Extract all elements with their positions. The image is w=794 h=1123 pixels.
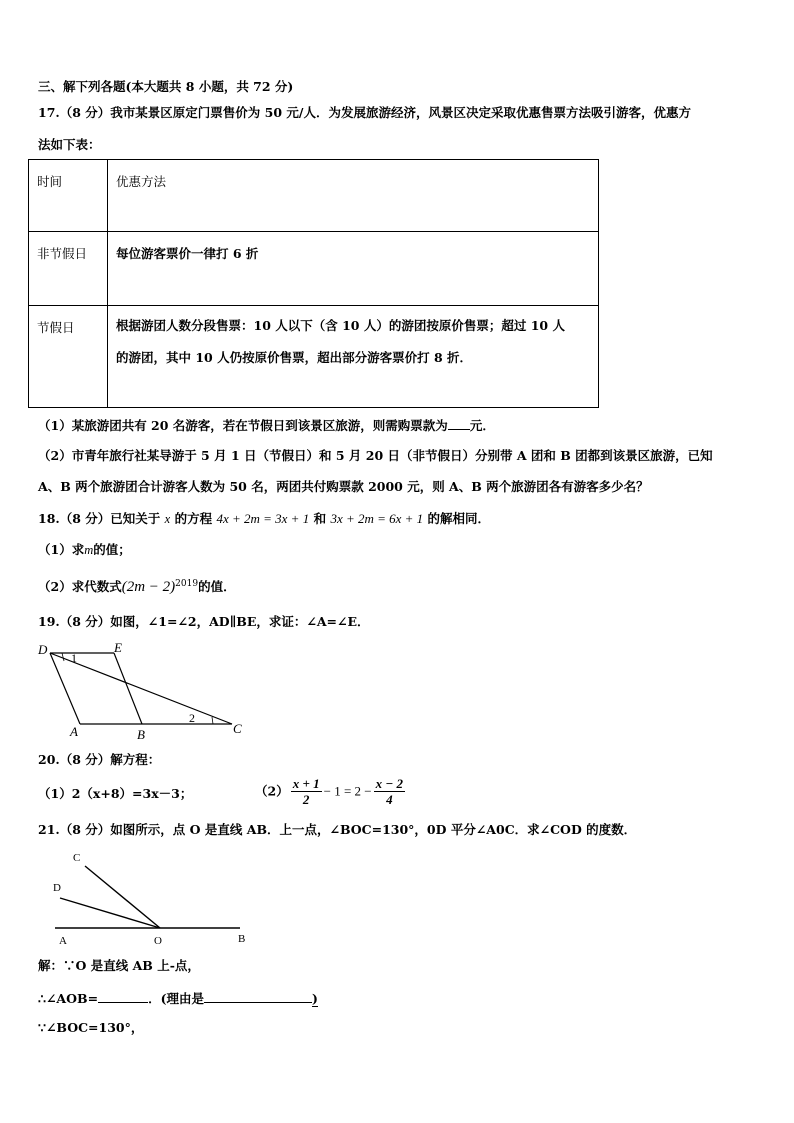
table-cell-weekday: 非节假日 xyxy=(29,232,108,306)
q18-equation2: 3x + 2m = 6x + 1 xyxy=(330,511,424,526)
q21-solution-line2 xyxy=(38,990,318,1007)
label-A: A xyxy=(70,724,78,739)
label-D: D xyxy=(38,642,48,657)
q18-prefix: 18.（8 分）已知关于 xyxy=(38,511,161,526)
label-E: E xyxy=(114,640,122,655)
fraction-1-denominator: 2 xyxy=(302,792,310,807)
q21-reason-label: ．(理由是 xyxy=(148,991,204,1006)
q18-mid2: 和 xyxy=(313,511,327,526)
holiday-method-line2: 的游团，其中 10 人仍按原价售票，超出部分游客票价打 8 折． xyxy=(116,350,473,365)
q17-stem-line1: 17.（8 分）我市某景区原定门票售价为 50 元/人．为发展旅游经济，风景区决定采取优惠售票方法吸引游客，优惠方 xyxy=(38,105,691,120)
q21-reason-close: ) xyxy=(311,991,318,1006)
q17-part1-text: （1）某旅游团共有 20 名游客，若在节假日到该景区旅游，则需购票款为 xyxy=(38,418,448,433)
q18-part1-prefix: （1）求 xyxy=(38,542,85,557)
q18-equation1: 4x + 2m = 3x + 1 xyxy=(216,511,310,526)
q18-suffix: 的解相同． xyxy=(427,511,491,526)
q20-stem: 20.（8 分）解方程： xyxy=(38,752,161,767)
q17-part1-unit: 元． xyxy=(469,418,495,433)
label-A: A xyxy=(59,935,67,947)
q17-part2-line1: （2）市青年旅行社某导游于 5 月 1 日（节假日）和 5 月 20 日（非节假日）分别带 A 团和 B 团都到该景区旅游，已知 xyxy=(38,448,713,463)
q18-part1-suffix: 的值； xyxy=(93,542,131,557)
q21-solution-prefix: ∴∠AOB= xyxy=(38,991,99,1006)
fraction-2 xyxy=(374,776,405,807)
q19-stem: 19.（8 分）如图，∠1=∠2，AD∥BE，求证：∠A=∠E． xyxy=(38,614,370,629)
table-cell-method-header: 优惠方法 xyxy=(108,160,599,232)
q18-var-x: x xyxy=(164,512,171,526)
q18-var-m: m xyxy=(84,543,94,557)
q21-solution-line1: 解：∵O 是直线 AB 上-点， xyxy=(38,958,200,973)
q20-part2-label: （2） xyxy=(255,783,289,799)
label-B: B xyxy=(137,727,145,742)
q17-part2-line2: A、B 两个旅游团合计游客人数为 50 名，两团共付购票款 2000 元，则 A、B 两个旅游团各有游客多少名？ xyxy=(38,479,649,494)
q18-expression-base: (2m − 2) xyxy=(121,579,176,596)
angle-2-label: 2 xyxy=(189,711,195,725)
segment-EB xyxy=(114,653,142,724)
angle-1-label: 1 xyxy=(71,651,77,665)
table-cell-weekday-method: 每位游客票价一律打 6 折 xyxy=(108,232,599,306)
segment-DC xyxy=(50,653,232,724)
angle-2-mark xyxy=(212,717,213,724)
fraction-1 xyxy=(291,776,322,807)
label-C: C xyxy=(73,852,81,864)
section-title: 三、解下列各题(本大题共 8 小题，共 72 分) xyxy=(38,79,294,94)
q18-part2-suffix: 的值． xyxy=(198,579,236,595)
label-D: D xyxy=(53,882,61,894)
label-C: C xyxy=(233,721,242,736)
holiday-method-line1: 根据游团人数分段售票：10 人以下（含 10 人）的游团按原价售票；超过 10 人 xyxy=(116,318,565,333)
fraction-1-numerator: x + 1 xyxy=(292,776,320,791)
answer-blank[interactable] xyxy=(98,990,148,1003)
reason-blank[interactable] xyxy=(204,990,312,1003)
q20-part1: （1）2（x+8）=3x－3； xyxy=(38,786,193,801)
label-O: O xyxy=(154,935,162,947)
fraction-2-denominator: 4 xyxy=(386,792,393,807)
q21-stem: 21.（8 分）如图所示，点 O 是直线 AB．上一点，∠BOC=130°，0D 平分∠A0C．求∠COD 的度数． xyxy=(38,822,637,837)
q21-solution-line3: ∵∠BOC=130°， xyxy=(38,1020,144,1035)
label-B: B xyxy=(238,933,246,945)
q18-mid1: 的方程 xyxy=(174,511,213,526)
q18-expression-exponent: 2019 xyxy=(175,579,199,589)
q20-part2 xyxy=(255,776,407,807)
q18-part2-prefix: （2）求代数式 xyxy=(38,579,122,595)
angle-1-mark xyxy=(62,653,64,661)
q17-stem-line2: 法如下表： xyxy=(38,137,101,152)
table-cell-time-header: 时间 xyxy=(29,160,108,232)
fraction-2-numerator: x − 2 xyxy=(375,776,404,791)
table-cell-holiday: 节假日 xyxy=(29,306,108,408)
q20-part2-middle: − 1 = 2 − xyxy=(323,783,372,799)
